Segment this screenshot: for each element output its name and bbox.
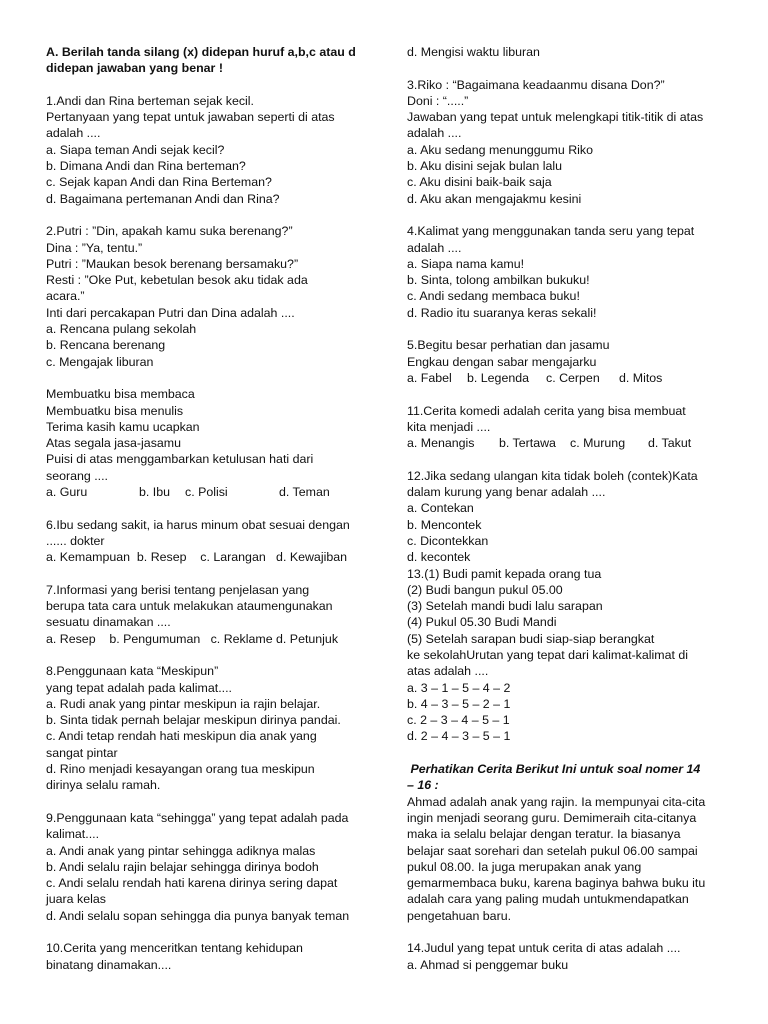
option-c: c. Cerpen <box>546 370 600 385</box>
option-a: a. Rudi anak yang pintar meskipun ia rajin belajar. <box>46 696 321 711</box>
option-b: b. Sinta, tolong ambilkan bukuku! <box>407 273 590 288</box>
question-line: Puisi di atas menggambarkan ketulusan hati dari <box>46 452 314 467</box>
question-line: adalah .... <box>407 126 462 141</box>
option-b: b. Rencana berenang <box>46 338 166 353</box>
option-d: d. Aku akan mengajakmu kesini <box>407 191 582 206</box>
story-paragraph <box>407 794 733 924</box>
sentence-line: (3) Setelah mandi budi lalu sarapan <box>407 599 603 614</box>
option-a: a. Menangis <box>407 436 475 451</box>
question-line: 10.Cerita yang menceritkan tentang kehidupan <box>46 941 303 956</box>
dialogue-line: 3.Riko : “Bagaimana keadaanmu disana Don?” <box>407 77 665 92</box>
dialogue-line: Dina : ”Ya, tentu.” <box>46 240 143 255</box>
option-b: b. Andi selalu rajin belajar sehingga dirinya bodoh <box>46 859 319 874</box>
question-line: seorang .... <box>46 468 108 483</box>
poem-line: Membuatku bisa membaca <box>46 387 195 402</box>
question-line: sesuatu dinamakan .... <box>46 615 171 630</box>
option-b: b. Legenda <box>467 370 530 385</box>
option-b: b. Dimana Andi dan Rina berteman? <box>46 159 246 174</box>
option-c: c. 2 – 3 – 4 – 5 – 1 <box>407 713 510 728</box>
question-7 <box>46 582 368 647</box>
story-line: gemarmembaca buku, karena baginya bahwa buku itu <box>407 876 706 891</box>
story-heading <box>407 761 733 794</box>
question-3 <box>407 77 733 207</box>
option-c-cont: sangat pintar <box>46 745 118 760</box>
dialogue-line: acara.” <box>46 289 85 304</box>
story-line: adalah cara yang paling mudah untukmendapatkan <box>407 892 689 907</box>
option-c: c. Murung <box>570 436 626 451</box>
question-line: kalimat.... <box>46 827 100 842</box>
options-line: a. Resep b. Pengumuman c. Reklame d. Petunjuk <box>46 631 339 646</box>
question-line: adalah .... <box>407 240 462 255</box>
story-line: pukul 08.00. Ia juga merupakan anak yang <box>407 859 642 874</box>
story-heading-line: – 16 : <box>407 778 439 793</box>
question-line: 1.Andi dan Rina berteman sejak kecil. <box>46 93 255 108</box>
question-5 <box>407 337 733 386</box>
option-c: c. Andi selalu rendah hati karena dirinya sering dapat <box>46 876 338 891</box>
option-d: d. Mitos <box>619 370 663 385</box>
question-10 <box>46 940 368 973</box>
question-line: ...... dokter <box>46 533 105 548</box>
question-14 <box>407 940 733 973</box>
question-line: 8.Penggunaan kata “Meskipun” <box>46 664 219 679</box>
option-a: a. Ahmad si penggemar buku <box>407 957 569 972</box>
option-a: a. Fabel <box>407 370 452 385</box>
option-c: c. Andi tetap rendah hati meskipun dia anak yang <box>46 729 317 744</box>
option-b: b. Aku disini sejak bulan lalu <box>407 159 562 174</box>
story-line: ingin menjadi seorang guru. Demimeraih cita-citanya <box>407 810 697 825</box>
option-d: d. kecontek <box>407 550 471 565</box>
story-line: maka ia selalu belajar dengan teratur. Ia biasanya <box>407 827 681 842</box>
option-d: d. Radio itu suaranya keras sekali! <box>407 305 597 320</box>
question-line: atas adalah .... <box>407 664 489 679</box>
option-c: c. Sejak kapan Andi dan Rina Berteman? <box>46 175 272 190</box>
question-poem <box>46 386 368 500</box>
question-line: Jawaban yang tepat untuk melengkapi titik-titik di atas <box>407 110 704 125</box>
poem-line: Membuatku bisa menulis <box>46 403 184 418</box>
question-line: 11.Cerita komedi adalah cerita yang bisa membuat <box>407 403 686 418</box>
story-line: pengetahuan baru. <box>407 908 512 923</box>
question-line: binatang dinamakan.... <box>46 957 172 972</box>
option-c: c. Mengajak liburan <box>46 354 154 369</box>
option-a: a. Andi anak yang pintar sehingga adiknya malas <box>46 843 316 858</box>
option-b: b. Sinta tidak pernah belajar meskipun dirinya pandai. <box>46 713 341 728</box>
dialogue-line: Doni : “.....” <box>407 93 469 108</box>
question-line: 12.Jika sedang ulangan kita tidak boleh (contek)Kata <box>407 468 698 483</box>
question-line: berupa tata cara untuk melakukan ataumengunakan <box>46 599 333 614</box>
option-c: c. Aku disini baik-baik saja <box>407 175 552 190</box>
option-a: a. Contekan <box>407 501 474 516</box>
option-b: b. 4 – 3 – 5 – 2 – 1 <box>407 696 511 711</box>
option-b: b. Mencontek <box>407 517 482 532</box>
instruction-heading <box>46 44 368 77</box>
heading-line: A. Berilah tanda silang (x) didepan huruf a,b,c atau d <box>46 45 356 59</box>
options-line: a. Kemampuan b. Resep c. Larangan d. Kewajiban <box>46 550 347 565</box>
question-13 <box>407 566 733 745</box>
sentence-line: (5) Setelah sarapan budi siap-siap berangkat <box>407 631 655 646</box>
poem-line: Terima kasih kamu ucapkan <box>46 419 200 434</box>
option-d: d. Takut <box>648 436 692 451</box>
question-9 <box>46 810 368 924</box>
sentence-line: (4) Pukul 05.30 Budi Mandi <box>407 615 557 630</box>
story-heading-line: Perhatikan Cerita Berikut Ini untuk soal nomer 14 <box>407 762 701 777</box>
question-line: 6.Ibu sedang sakit, ia harus minum obat sesuai dengan <box>46 517 350 532</box>
option-c: c. Dicontekkan <box>407 533 489 548</box>
poem-line: 5.Begitu besar perhatian dan jasamu <box>407 338 610 353</box>
heading-line: didepan jawaban yang benar ! <box>46 61 223 76</box>
question-line: adalah .... <box>46 126 101 141</box>
dialogue-line: 2.Putri : ”Din, apakah kamu suka berenang?” <box>46 224 293 239</box>
option-a: a. Rencana pulang sekolah <box>46 322 197 337</box>
option-a: a. 3 – 1 – 5 – 4 – 2 <box>407 680 511 695</box>
question-line: kita menjadi .... <box>407 419 491 434</box>
sentence-line: 13.(1) Budi pamit kepada orang tua <box>407 566 602 581</box>
option-d: d. Bagaimana pertemanan Andi dan Rina? <box>46 191 280 206</box>
option-d: d. 2 – 4 – 3 – 5 – 1 <box>407 729 511 744</box>
option-c: c. Polisi <box>185 485 228 500</box>
question-line: 9.Penggunaan kata “sehingga” yang tepat adalah pada <box>46 810 349 825</box>
option-c: c. Andi sedang membaca buku! <box>407 289 580 304</box>
question-line: yang tepat adalah pada kalimat.... <box>46 680 232 695</box>
option-b: b. Tertawa <box>499 436 556 451</box>
question-line: Pertanyaan yang tepat untuk jawaban seperti di atas <box>46 110 335 125</box>
question-11 <box>407 403 733 452</box>
poem-line: Engkau dengan sabar mengajarku <box>407 354 597 369</box>
question-4 <box>407 223 733 321</box>
question-line: ke sekolahUrutan yang tepat dari kalimat-kalimat di <box>407 647 688 662</box>
right-column <box>407 44 733 973</box>
question-line: Inti dari percakapan Putri dan Dina adalah .... <box>46 305 295 320</box>
option-d: d. Andi selalu sopan sehingga dia punya banyak teman <box>46 908 350 923</box>
poem-line: Atas segala jasa-jasamu <box>46 436 181 451</box>
story-line: belajar saat sorehari dan setelah pukul 06.00 sampai <box>407 843 698 858</box>
option-d-cont: dirinya selalu ramah. <box>46 778 161 793</box>
option-a: a. Guru <box>46 485 88 500</box>
left-column <box>46 44 368 973</box>
question-line: dalam kurung yang benar adalah .... <box>407 485 606 500</box>
story-line: Ahmad adalah anak yang rajin. Ia mempunyai cita-cita <box>407 794 706 809</box>
options-row <box>46 484 368 500</box>
question-2 <box>46 223 368 370</box>
options-row <box>407 370 733 386</box>
question-6 <box>46 517 368 566</box>
question-8 <box>46 663 368 793</box>
question-line: 4.Kalimat yang menggunakan tanda seru yang tepat <box>407 224 695 239</box>
question-1 <box>46 93 368 207</box>
option-b: b. Ibu <box>139 485 171 500</box>
option-c-cont: juara kelas <box>46 892 106 907</box>
option-a: a. Aku sedang menunggumu Riko <box>407 142 593 157</box>
option-a: a. Siapa teman Andi sejak kecil? <box>46 142 225 157</box>
dialogue-line: Resti : ”Oke Put, kebetulan besok aku tidak ada <box>46 273 308 288</box>
option-a: a. Siapa nama kamu! <box>407 256 525 271</box>
question-12 <box>407 468 733 566</box>
option-d: d. Teman <box>279 485 330 500</box>
option-d: d. Rino menjadi kesayangan orang tua meskipun <box>46 762 315 777</box>
options-row <box>407 435 733 451</box>
question-line: 7.Informasi yang berisi tentang penjelasan yang <box>46 582 310 597</box>
option-d: d. Mengisi waktu liburan <box>407 45 540 59</box>
dialogue-line: Putri : ”Maukan besok berenang bersamaku?” <box>46 256 299 271</box>
sentence-line: (2) Budi bangun pukul 05.00 <box>407 582 563 597</box>
question-line: 14.Judul yang tepat untuk cerita di atas adalah .... <box>407 941 681 956</box>
